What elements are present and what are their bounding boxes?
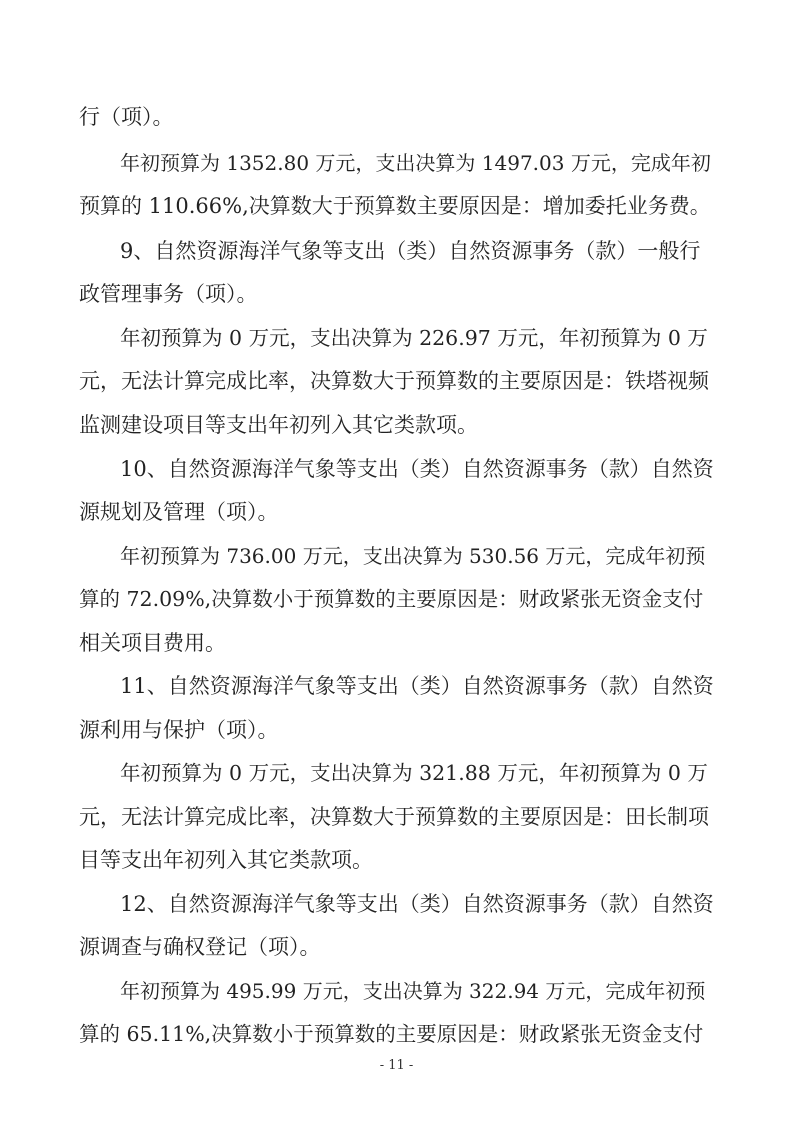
text-line: 监测建设项目等支出年初列入其它类款项。 — [79, 413, 478, 437]
text-line: 10、自然资源海洋气象等支出（类）自然资源事务（款）自然资 — [120, 457, 714, 481]
text-line: 源规划及管理（项）。 — [79, 500, 279, 524]
text-line: 算的 72.09%,决算数小于预算数的主要原因是：财政紧张无资金支付 — [79, 587, 704, 611]
text-line: 政管理事务（项）。 — [79, 282, 258, 306]
text-line: 目等支出年初列入其它类款项。 — [79, 848, 373, 872]
text-line: 源利用与保护（项）。 — [79, 718, 279, 742]
text-line: 年初预算为 0 万元，支出决算为 226.97 万元，年初预算为 0 万 — [120, 326, 708, 350]
text-line: 源调查与确权登记（项）。 — [79, 935, 321, 959]
text-line: 预算的 110.66%,决算数大于预算数主要原因是：增加委托业务费。 — [79, 194, 711, 218]
text-line: 元，无法计算完成比率，决算数大于预算数的主要原因是：铁塔视频 — [79, 369, 709, 393]
text-line: 年初预算为 495.99 万元，支出决算为 322.94 万元，完成年初预 — [120, 979, 706, 1003]
text-line: 12、自然资源海洋气象等支出（类）自然资源事务（款）自然资 — [120, 892, 714, 916]
text-line: 年初预算为 736.00 万元，支出决算为 530.56 万元，完成年初预 — [120, 544, 706, 568]
text-line: 相关项目费用。 — [79, 631, 226, 655]
text-line: 元，无法计算完成比率，决算数大于预算数的主要原因是：田长制项 — [79, 805, 709, 829]
page-number: - 11 - — [379, 1058, 414, 1073]
text-line: 11、自然资源海洋气象等支出（类）自然资源事务（款）自然资 — [120, 674, 714, 698]
text-line: 年初预算为 0 万元，支出决算为 321.88 万元，年初预算为 0 万 — [120, 761, 708, 785]
text-line: 年初预算为 1352.80 万元，支出决算为 1497.03 万元，完成年初 — [120, 151, 711, 175]
text-line: 9、自然资源海洋气象等支出（类）自然资源事务（款）一般行 — [120, 239, 701, 263]
text-line: 算的 65.11%,决算数小于预算数的主要原因是：财政紧张无资金支付 — [79, 1022, 704, 1046]
text-line: 行（项）。 — [79, 105, 174, 129]
